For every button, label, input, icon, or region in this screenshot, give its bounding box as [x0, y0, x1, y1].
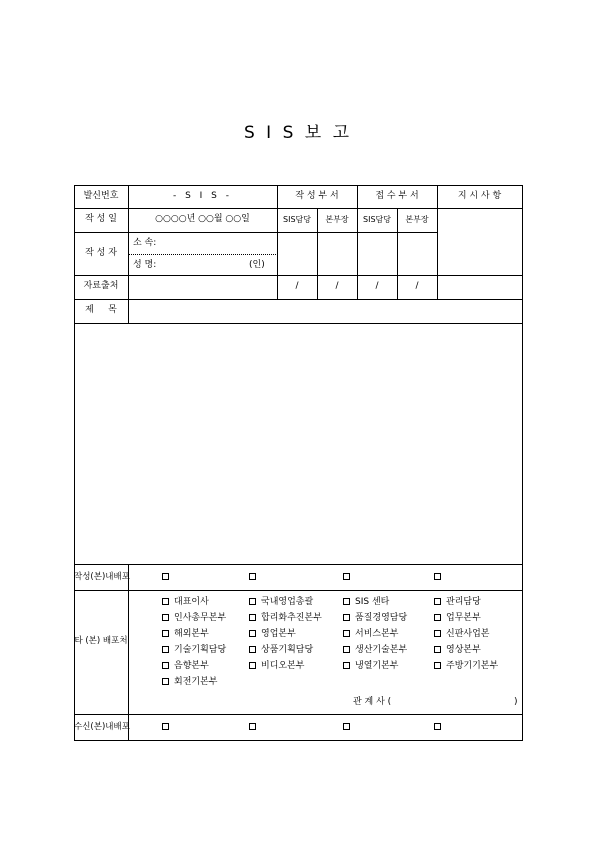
other-distribution-label: 타 (본) 배포처: [74, 636, 128, 646]
name-field[interactable]: 성 명:: [133, 260, 157, 270]
distribution-item[interactable]: [434, 613, 481, 624]
checkbox-icon[interactable]: [249, 646, 256, 653]
checkbox-icon[interactable]: [162, 598, 169, 605]
date-value[interactable]: ○○○○년 ○○월 ○○일: [155, 214, 250, 224]
checkbox-icon[interactable]: [249, 614, 256, 621]
distribution-item-label: 서비스본부: [355, 629, 399, 639]
checkbox-icon[interactable]: [249, 630, 256, 637]
checkbox-icon[interactable]: [434, 630, 441, 637]
distribution-item[interactable]: [249, 661, 304, 672]
checkbox-icon[interactable]: [343, 614, 350, 621]
distribution-item-label: 회전기본부: [174, 677, 218, 687]
distribution-item[interactable]: [249, 613, 322, 624]
distribution-item-label: 비디오본부: [261, 661, 305, 671]
distribution-item-label: 생산기술본부: [355, 645, 408, 655]
writer-label: 작 성 자: [85, 248, 117, 258]
distribution-item[interactable]: [162, 597, 209, 608]
sis-manager-1: SIS담당: [283, 215, 311, 224]
checkbox[interactable]: [343, 722, 355, 733]
checkbox-icon[interactable]: [162, 646, 169, 653]
checkbox-icon[interactable]: [434, 662, 441, 669]
source-label: 자료출처: [83, 281, 119, 291]
checkbox-icon[interactable]: [249, 662, 256, 669]
checkbox-icon[interactable]: [162, 630, 169, 637]
distribution-item-label: 신판사업본: [446, 629, 490, 639]
distribution-item[interactable]: [162, 613, 226, 624]
distribution-item[interactable]: [162, 629, 209, 640]
distribution-item-label: 해외본부: [174, 629, 209, 639]
distribution-item[interactable]: [343, 645, 407, 656]
sis-manager-2: SIS담당: [363, 215, 391, 224]
distribution-item[interactable]: [249, 629, 296, 640]
distribution-item[interactable]: [434, 629, 489, 640]
distribution-item-label: 냉열기본부: [355, 661, 399, 671]
seal-mark: (인): [249, 260, 265, 270]
subject-label: 제 목: [85, 305, 117, 315]
checkbox-icon[interactable]: [343, 598, 350, 605]
distribution-item[interactable]: [343, 613, 407, 624]
distribution-item[interactable]: [343, 597, 389, 608]
checkbox[interactable]: [434, 572, 446, 583]
distribution-item-label: 합리화추진본부: [261, 613, 322, 623]
date-label: 작 성 일: [85, 214, 117, 224]
division-head-2: 본부장: [405, 215, 429, 224]
distribution-item[interactable]: [162, 645, 226, 656]
distribution-item[interactable]: [343, 661, 398, 672]
distribution-item[interactable]: [434, 597, 481, 608]
slash-3: /: [375, 281, 379, 291]
checkbox-icon[interactable]: [343, 662, 350, 669]
send-number-label: 발신번호: [83, 191, 119, 201]
distribution-item-label: 주방기기본부: [446, 661, 499, 671]
slash-4: /: [415, 281, 419, 291]
distribution-item-label: 상품기획담당: [261, 645, 314, 655]
internal-distribution-label: 작성(본)내배포: [74, 572, 130, 582]
checkbox[interactable]: [343, 572, 355, 583]
checkbox-icon[interactable]: [249, 598, 256, 605]
distribution-item-label: 영상본부: [446, 645, 481, 655]
distribution-item[interactable]: [434, 645, 481, 656]
sis-code: - S I S -: [172, 191, 233, 201]
distribution-item[interactable]: [162, 661, 209, 672]
instructions-label: 지 시 사 항: [457, 191, 502, 201]
checkbox[interactable]: [249, 722, 261, 733]
checkbox-icon[interactable]: [434, 614, 441, 621]
distribution-item-label: 기술기획담당: [174, 645, 227, 655]
checkbox[interactable]: [434, 722, 446, 733]
checkbox[interactable]: [162, 722, 174, 733]
related-party-label: 관 계 사 (: [353, 697, 392, 707]
distribution-item[interactable]: [434, 661, 498, 672]
distribution-item[interactable]: [343, 629, 398, 640]
distribution-item[interactable]: [162, 677, 217, 688]
checkbox[interactable]: [162, 572, 174, 583]
affiliation-field[interactable]: 소 속:: [133, 238, 157, 248]
checkbox-icon[interactable]: [343, 630, 350, 637]
received-distribution-label: 수신(본)내배포: [74, 722, 130, 732]
writing-dept-label: 작 성 부 서: [295, 191, 339, 201]
division-head-1: 본부장: [325, 215, 349, 224]
distribution-item-label: 관리담당: [446, 597, 481, 607]
checkbox-icon[interactable]: [162, 614, 169, 621]
slash-1: /: [295, 281, 299, 291]
distribution-item[interactable]: [249, 597, 313, 608]
distribution-item-label: 음향본부: [174, 661, 209, 671]
document-title: S I S 보 고: [243, 123, 352, 143]
slash-2: /: [335, 281, 339, 291]
checkbox-icon[interactable]: [434, 646, 441, 653]
distribution-item-label: 인사총무본부: [174, 613, 227, 623]
distribution-item-label: 업무본부: [446, 613, 481, 623]
related-party-close: ): [514, 697, 518, 707]
distribution-item-label: SIS 센타: [355, 597, 390, 607]
receiving-dept-label: 접 수 부 서: [375, 191, 419, 201]
distribution-item-label: 품질경영담당: [355, 613, 408, 623]
checkbox-icon[interactable]: [162, 662, 169, 669]
distribution-item-label: 국내영업총괄: [261, 597, 314, 607]
distribution-item-label: 대표이사: [174, 597, 209, 607]
checkbox-icon[interactable]: [162, 678, 169, 685]
checkbox-icon[interactable]: [434, 598, 441, 605]
distribution-item-label: 영업본부: [261, 629, 296, 639]
checkbox-icon[interactable]: [343, 646, 350, 653]
checkbox[interactable]: [249, 572, 261, 583]
distribution-item[interactable]: [249, 645, 313, 656]
